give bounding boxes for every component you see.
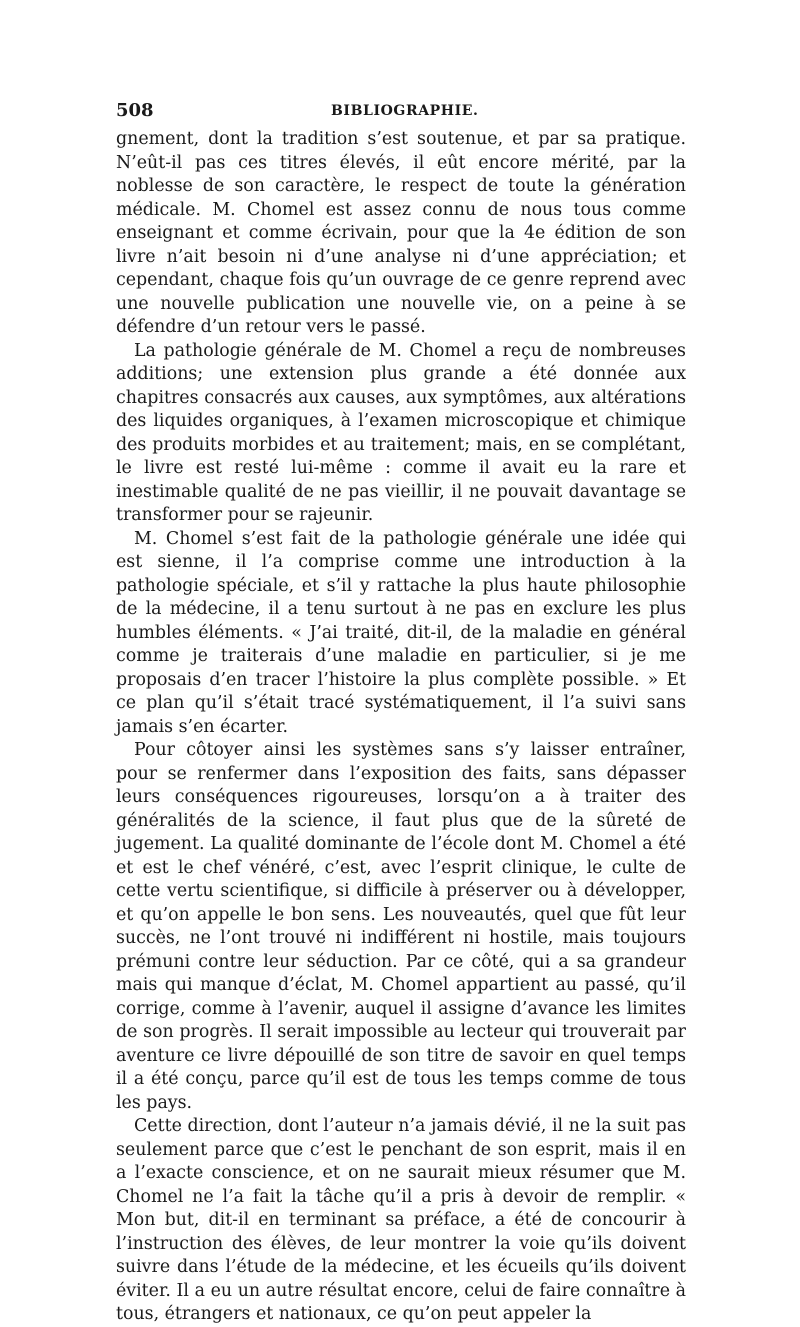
- paragraph-4: Pour côtoyer ainsi les systèmes sans s’y laisser entraîner, pour se renfermer dans l’exposition des faits, sans dépasser leurs conséquences rigoureuses, lorsqu’on a à traiter des généralités de la science, il faut plus que de la sûreté de jugement. La qualité dominante de l’école dont M. Chomel a été et est le chef vénéré, c’est, avec l’esprit clinique, le culte de cette vertu scientifique, si difficile à préserver ou à développer, et qu’on appelle le bon sens. Les nouveautés, quel que fût leur succès, ne l’ont trouvé ni indifférent ni hostile, mais toujours prémuni contre leur séduction. Par ce côté, qui a sa grandeur mais qui manque d’éclat, M. Chomel appartient au passé, qu’il corrige, comme à l’avenir, auquel il assigne d’avance les limites de son progrès. Il serait impossible au lecteur qui trouverait par aventure ce livre dépouillé de son titre de savoir en quel temps il a été conçu, parce qu’il est de tous les temps comme de tous les pays.: [116, 740, 686, 1113]
- paragraph-1: gnement, dont la tradition s’est soutenue, et par sa pratique. N’eût-il pas ces titres élevés, il eût encore mérité, par la noblesse de son caractère, le respect de toute la génération médicale. M. Chomel est assez connu de nous tous comme enseignant et comme écrivain, pour que la 4e édition de son livre n’ait besoin ni d’une analyse ni d’une appréciation; et cependant, chaque fois qu’un ouvrage de ce genre reprend avec une nouvelle publication une nouvelle vie, on a peine à se défendre d’un retour vers le passé.: [116, 129, 686, 337]
- page-number: 508: [116, 100, 154, 121]
- paragraph-3: M. Chomel s’est fait de la pathologie générale une idée qui est sienne, il l’a comprise comme une introduction à la pathologie spéciale, et s’il y rattache la plus haute philosophie de la médecine, il a tenu surtout à ne pas en exclure les plus humbles éléments. « J’ai traité, dit-il, de la maladie en général comme je traiterais d’une maladie en particulier, si je me proposais d’en tracer l’histoire la plus complète possible. » Et ce plan qu’il s’était tracé systématiquement, il l’a suivi sans jamais s’en écarter.: [116, 528, 686, 737]
- running-head: BIBLIOGRAPHIE.: [331, 103, 479, 119]
- paragraph-2: La pathologie générale de M. Chomel a reçu de nombreuses additions; une extension plus grande a été donnée aux chapitres consacrés aux causes, aux symptômes, aux altérations des liquides organiques, à l’examen microscopique et chimique des produits morbides et au traitement; mais, en se complétant, le livre est resté lui-même : comme il avait eu la rare et inestimable qualité de ne pas vieillir, il ne pouvait davantage se transformer pour se rajeunir.: [116, 340, 686, 525]
- paragraph-5: Cette direction, dont l’auteur n’a jamais dévié, il ne la suit pas seulement parce que c’est le penchant de son esprit, mais il en a l’exacte conscience, et on ne saurait mieux résumer que M. Chomel ne l’a fait la tâche qu’il a pris à devoir de remplir. « Mon but, dit-il en terminant sa préface, a été de concourir à l’instruction des élèves, de leur montrer la voie qu’ils doivent suivre dans l’étude de la médecine, et les écueils qu’ils doivent éviter. Il a eu un autre résultat encore, celui de faire connaître à tous, étrangers et nationaux, ce qu’on peut appeler la: [116, 1116, 686, 1324]
- page-header: [116, 100, 686, 124]
- body-text: [116, 128, 686, 1327]
